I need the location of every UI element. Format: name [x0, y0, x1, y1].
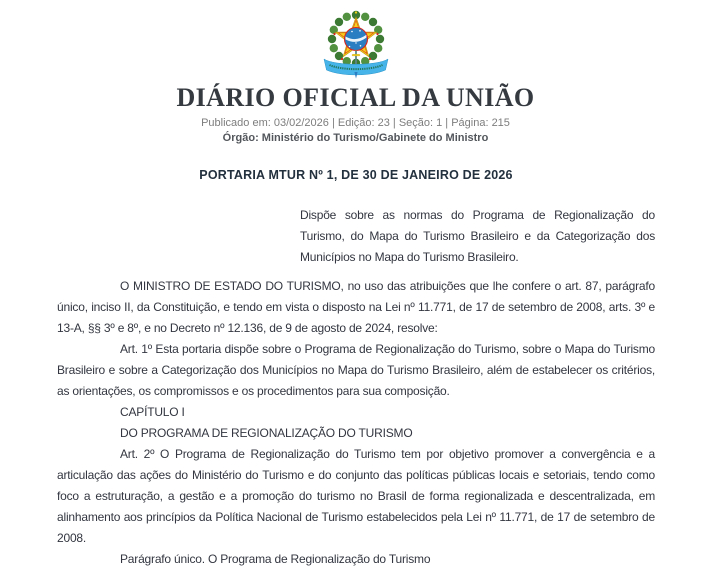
ementa-summary: Dispõe sobre as normas do Programa de Regionalização do Turismo, do Mapa do Turismo Brasileiro e da Categorização dos Municípios no Mapa do Turismo Brasileiro.: [300, 208, 655, 264]
dou-document-page: [0, 9, 711, 566]
chapter-number: CAPÍTULO I: [120, 405, 185, 419]
brazil-coat-of-arms-icon: [0, 9, 711, 79]
publication-meta: Publicado em: 03/02/2026 | Edição: 23 | Seção: 1 | Página: 215: [201, 117, 510, 129]
paragraph-partial-clipped: Parágrafo único. O Programa de Regionalização do Turismo: [120, 552, 431, 566]
portaria-document: [57, 167, 655, 570]
portaria-heading: PORTARIA MTUR Nº 1, DE 30 DE JANEIRO DE 2026: [199, 168, 513, 182]
masthead-title: DIÁRIO OFICIAL DA UNIÃO: [176, 83, 535, 112]
organ-line: Órgão: Ministério do Turismo/Gabinete do Ministro: [222, 132, 489, 144]
masthead: [0, 9, 711, 145]
paragraph-preamble: O MINISTRO DE ESTADO DO TURISMO, no uso das atribuições que lhe confere o art. 87, parágrafo único, inciso II, da Constituição, e tendo em vista o disposto na Lei nº 11.771, de 17 de setembro de 2008, arts. 3º e 13-A, §§ 3º e 8º, e no Decreto nº 12.136, de 9 de agosto de 2024, resolve:: [57, 279, 655, 335]
chapter-title: DO PROGRAMA DE REGIONALIZAÇÃO DO TURISMO: [120, 426, 413, 440]
paragraph-art-2: Art. 2º O Programa de Regionalização do Turismo tem por objetivo promover a convergência e a articulação das ações do Ministério do Turismo e do conjunto das políticas públicas locais e setoriais, tendo como foco a estruturação, a gestão e a promoção do turismo no Brasil de forma regionalizada e descentralizada, em alinhamento aos princípios da Política Nacional de Turismo estabelecidos pela Lei nº 11.771, de 17 de setembro de 2008.: [57, 447, 655, 545]
paragraph-art-1: Art. 1º Esta portaria dispõe sobre o Programa de Regionalização do Turismo, sobre o Mapa do Turismo Brasileiro e sobre a Categorização dos Municípios no Mapa do Turismo Brasileiro, além de estabelecer os critérios, as orientações, os compromissos e os procedimentos para sua composição.: [57, 342, 655, 398]
